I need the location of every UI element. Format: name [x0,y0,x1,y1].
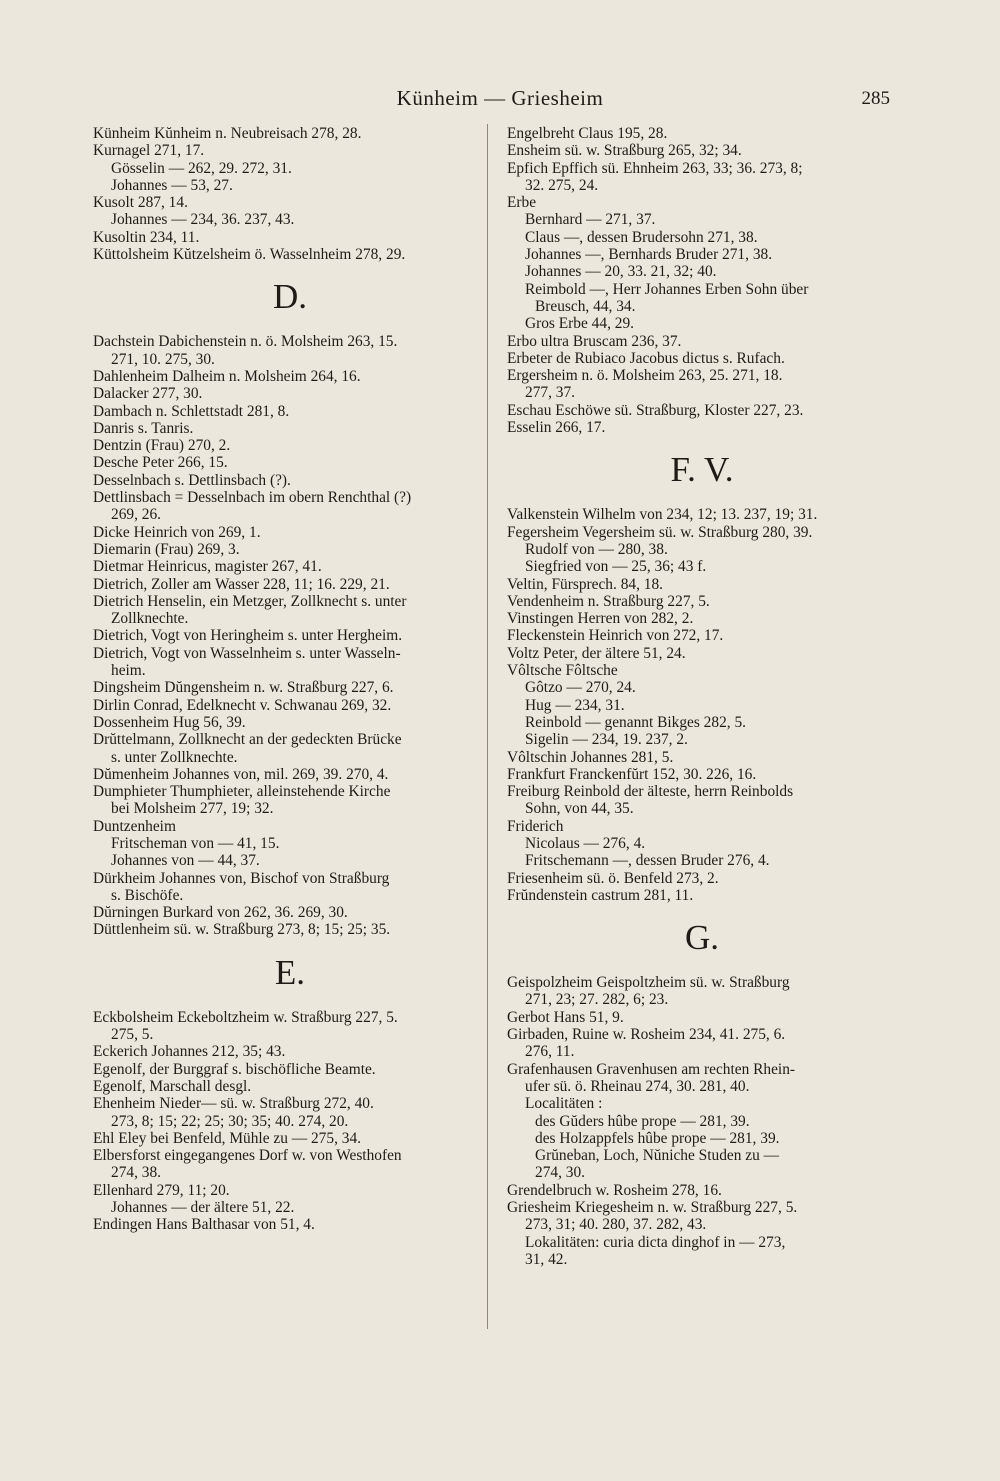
index-line: Desche Peter 266, 15. [93,454,228,472]
index-line: 269, 26. [111,506,162,524]
index-line: Vendenheim n. Straßburg 227, 5. [507,592,710,610]
index-line: Johannes — 234, 36. 237, 43. [111,211,295,229]
index-line: Esselin 266, 17. [507,419,606,437]
index-line: Eschau Eschöwe sü. Straßburg, Kloster 227, 23. [507,401,804,419]
index-line: Eckbolsheim Eckeboltzheim w. Straßburg 227, 5. [93,1008,398,1026]
index-line: Künheim Kŭnheim n. Neubreisach 278, 28. [93,125,362,142]
index-line: Gerbot Hans 51, 9. [507,1008,624,1026]
index-line: Reimbold —, Herr Johannes Erben Sohn über [525,280,809,298]
index-line: des Gŭders hûbe prope — 281, 39. [535,1112,750,1130]
index-line: Erbe [507,194,537,212]
index-line: Endingen Hans Balthasar von 51, 4. [93,1216,315,1234]
index-line: 275, 5. [111,1026,154,1044]
index-line: Vôltsche Fôltsche [507,662,618,680]
index-line: Frankfurt Franckenfŭrt 152, 30. 226, 16. [507,765,757,783]
index-line: Freiburg Reinbold der älteste, herrn Reinbolds [507,783,794,801]
page-number: 285 [861,88,890,109]
index-line: Dahlenheim Dalheim n. Molsheim 264, 16. [93,367,361,385]
index-line: 273, 31; 40. 280, 37. 282, 43. [525,1216,707,1234]
index-line: Drŭttelmann, Zollknecht an der gedeckten Brücke [93,731,402,749]
index-line: 32. 275, 24. [525,176,599,194]
index-line: Ehl Eley bei Benfeld, Mühle zu — 275, 34. [93,1129,361,1147]
index-line: Girbaden, Ruine w. Rosheim 234, 41. 275, 6. [507,1026,786,1044]
section-letter: F. V. [670,450,734,490]
index-line: bei Molsheim 277, 19; 32. [111,800,274,818]
index-line: Fegersheim Vegersheim sü. w. Straßburg 280, 39. [507,523,813,541]
index-line: Egenolf, der Burggraf s. bischöfliche Beamte. [93,1060,376,1078]
index-line: Dalacker 277, 30. [93,385,203,403]
page-header [0,86,1000,116]
index-line: Frŭndenstein castrum 281, 11. [507,886,694,904]
index-line: Johannes —, Bernhards Bruder 271, 38. [525,246,773,264]
index-line: Dicke Heinrich von 269, 1. [93,523,261,541]
index-line: Johannes — 20, 33. 21, 32; 40. [525,263,717,281]
index-line: Veltin, Fürsprech. 84, 18. [507,575,664,593]
index-line: Vôltschin Johannes 281, 5. [507,748,674,766]
index-line: Vinstingen Herren von 282, 2. [507,610,694,628]
index-line: Gösselin — 262, 29. 272, 31. [111,159,292,177]
index-line: Dossenheim Hug 56, 39. [93,713,246,731]
right-column [507,125,897,1268]
index-line: Dürkheim Johannes von, Bischof von Straßburg [93,869,390,887]
index-line: Düttlenheim sü. w. Straßburg 273, 8; 15; 25; 35. [93,921,391,939]
index-line: ufer sü. ö. Rheinau 274, 30. 281, 40. [525,1077,750,1095]
index-line: Kusolt 287, 14. [93,194,188,212]
column-divider [487,124,488,1329]
index-line: Kurnagel 271, 17. [93,142,205,160]
index-line: Ehenheim Nieder— sü. w. Straßburg 272, 40. [93,1095,374,1113]
index-line: Ergersheim n. ö. Molsheim 263, 25. 271, 18. [507,367,783,385]
index-line: Grŭneban, Loch, Nŭniche Studen zu — [535,1147,780,1165]
index-line: Voltz Peter, der ältere 51, 24. [507,644,686,662]
index-line: Ellenhard 279, 11; 20. [93,1181,230,1199]
index-line: Fritscheman von — 41, 15. [111,834,280,852]
index-line: Dettlinsbach = Desselnbach im obern Renchthal (?) [93,489,412,507]
index-line: Dachstein Dabichenstein n. ö. Molsheim 263, 15. [93,333,398,351]
index-line: Griesheim Kriegesheim n. w. Straßburg 227, 5. [507,1199,798,1217]
index-line: Valkenstein Wilhelm von 234, 12; 13. 237, 19; 31. [507,506,818,524]
index-line: Localitäten : [525,1095,603,1113]
index-line: Kusoltin 234, 11. [93,228,200,246]
index-line: Gôtzo — 270, 24. [525,679,636,697]
index-line: 274, 30. [535,1164,586,1182]
index-line: Dietrich, Zoller am Wasser 228, 11; 16. 229, 21. [93,575,390,593]
index-line: Dŭmenheim Johannes von, mil. 269, 39. 270, 4. [93,765,389,783]
index-line: 277, 37. [525,384,576,402]
index-line: heim. [111,662,146,680]
index-line: Nicolaus — 276, 4. [525,834,646,852]
index-line: Duntzenheim [93,817,176,835]
index-line: Sohn, von 44, 35. [525,800,634,818]
index-line: Sigelin — 234, 19. 237, 2. [525,731,688,749]
section-letter: D. [272,277,308,317]
index-line: Dumphieter Thumphieter, alleinstehende Kirche [93,783,391,801]
index-line: Lokalitäten: curia dicta dinghof in — 273, [525,1233,786,1251]
index-line: 271, 23; 27. 282, 6; 23. [525,991,669,1009]
index-line: Friderich [507,817,564,835]
index-line: Ensheim sü. w. Straßburg 265, 32; 34. [507,142,742,160]
index-line: Elbersforst eingegangenes Dorf w. von Westhofen [93,1147,402,1165]
index-line: Friesenheim sü. ö. Benfeld 273, 2. [507,869,719,887]
index-line: s. Bischöfe. [111,886,184,904]
index-line: Danris s. Tanris. [93,419,194,437]
index-line: Eckerich Johannes 212, 35; 43. [93,1043,286,1061]
index-line: 273, 8; 15; 22; 25; 30; 35; 40. 274, 20. [111,1112,349,1130]
section-letter: G. [684,918,720,958]
index-line: Geispolzheim Geispoltzheim sü. w. Straßburg [507,974,790,992]
index-line: Grendelbruch w. Rosheim 278, 16. [507,1181,722,1199]
index-line: 31, 42. [525,1250,568,1268]
index-line: Hug — 234, 31. [525,696,625,714]
index-line: Küttolsheim Kŭtzelsheim ö. Wasselnheim 278, 29. [93,246,406,264]
index-line: Johannes — 53, 27. [111,176,233,194]
index-line: Reinbold — genannt Bikges 282, 5. [525,713,747,731]
index-line: Engelbreht Claus 195, 28. [507,125,668,142]
index-line: Dŭrningen Burkard von 262, 36. 269, 30. [93,904,348,922]
index-line: Erbo ultra Bruscam 236, 37. [507,332,682,350]
index-line: 274, 38. [111,1164,162,1182]
index-line: 276, 11. [525,1043,575,1061]
index-line: Bernhard — 271, 37. [525,211,656,229]
index-line: Rudolf von — 280, 38. [525,540,668,558]
index-line: des Holzappfels hûbe prope — 281, 39. [535,1129,780,1147]
left-column [93,125,487,1234]
index-line: Diemarin (Frau) 269, 3. [93,540,240,558]
index-line: Dentzin (Frau) 270, 2. [93,437,231,455]
index-line: Egenolf, Marschall desgl. [93,1077,252,1095]
section-letter: E. [274,952,306,992]
index-line: Dietrich, Vogt von Heringheim s. unter Hergheim. [93,627,403,645]
index-line: Epfich Epffich sü. Ehnheim 263, 33; 36. 273, 8; [507,159,803,177]
index-line: Claus —, dessen Brudersohn 271, 38. [525,228,758,246]
index-line: Grafenhausen Gravenhusen am rechten Rhein- [507,1060,796,1078]
index-line: Siegfried von — 25, 36; 43 f. [525,558,707,576]
running-title: Künheim — Griesheim [396,86,604,110]
index-line: s. unter Zollknechte. [111,748,238,766]
index-line: Johannes — der ältere 51, 22. [111,1199,295,1217]
index-line: 271, 10. 275, 30. [111,350,215,368]
index-line: Zollknechte. [111,610,189,628]
index-line: Desselnbach s. Dettlinsbach (?). [93,471,291,489]
index-line: Dingsheim Dŭngensheim n. w. Straßburg 227, 6. [93,679,394,697]
index-line: Gros Erbe 44, 29. [525,315,634,333]
index-line: Dietrich, Vogt von Wasselnheim s. unter Wasseln- [93,644,401,662]
index-line: Breusch, 44, 34. [535,297,636,315]
index-line: Fleckenstein Heinrich von 272, 17. [507,627,724,645]
index-line: Dirlin Conrad, Edelknecht v. Schwanau 269, 32. [93,696,392,714]
index-line: Johannes von — 44, 37. [111,852,260,870]
index-line: Dietrich Henselin, ein Metzger, Zollknecht s. unter [93,592,407,610]
index-line: Fritschemann —, dessen Bruder 276, 4. [525,852,770,870]
index-line: Dietmar Heinricus, magister 267, 41. [93,558,322,576]
index-line: Erbeter de Rubiaco Jacobus dictus s. Rufach. [507,349,785,367]
index-line: Dambach n. Schlettstadt 281, 8. [93,402,290,420]
